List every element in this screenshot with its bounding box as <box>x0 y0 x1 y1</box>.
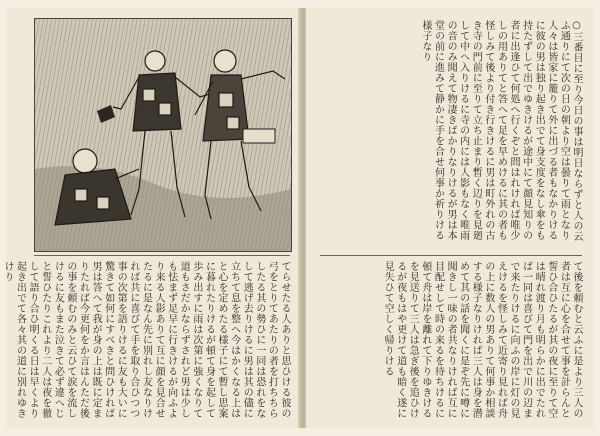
right-page <box>306 8 594 428</box>
left-divider <box>34 255 290 256</box>
right-page-text-lower: て後を頼むと云ふに是より三人の者は互に心を合せて事を計らんと誓ひ合ひたるが其の夜に至りて空は晴れ渡り月も明らかに出でたれば一同は喜びて門を出で川の辺まで来たりけるに向ふの岸に灯の見えけるを怪しみて近寄り見れば舟の上に数人の男ありて何事か相談する様子なりければ三人は身を潜めて其の話を聞くに是ぞ先に噂に聞きし一味の者共なりければ互に目配せして時の来るを待ちけるに頓て舟は岸を離れて下りゆきけるを見送りて三人は急ぎ後を追ひけるが夜もはや更けて道も暗く遂に見失ひて空しく帰りける <box>382 261 582 419</box>
right-divider <box>320 255 582 256</box>
woodblock-illustration <box>34 18 292 252</box>
illustration-drawing <box>35 19 291 251</box>
right-page-text-upper: ○三番目に至り今日の事は明日ならずと人の云ふ通りにて次の日の朝より空は曇りて雨となり人々は皆家に籠りて外に出づる者もなかりけるに彼の男は独り起き出でて身支度をなし傘をも持たずして出でゆきけるが途中にて顔見知りの者に出逢ひて何処へ行くぞと問はれければ唯少しの用ありてと答へて足を早めけるに其の者も怪しみて後より付き行きけるに男は町外れの古き寺の門前に至りて立ち止まり暫く辺りを見廻して中へ入りけるに寺の内には人影もなく唯雨の音のみ聞えて物凄きばかりなりけるが男は本堂の前に進みて静かに手を合せ何事か祈りける様子なり <box>419 20 582 242</box>
book-spread <box>1 8 594 428</box>
left-page <box>1 8 300 428</box>
left-page-text-lower: てらせたる人ありと思ひける彼の弓をとりてあたりの者を打ちちらしたる其の勢ひに一同は恐れをなして逃げ去りけるに男は其の儘に立ちて息を整へ今はかくなる上はと心を定めたる様子にて暫し思案に暮れたりけるが頓て身を起して歩み出すに雨は次第に強くなりて道もさだかならずされど男は少しも怯まず足早に行きけるが向ふより来る人影ありて互に顔を見合せたるに是なん先に別れし友なりければ共に喜びて手を取り合ひつつ事の次第を語りけるに友も大いに驚きて如何にすべきと問ひければ男は答へて我が身の上は既に定まりたれば今更何をか言はんただ後の事を頼むのみと云ひて涙を流しけるに友もまた泣きて必ず違へじと誓ひたりこれより二人は夜を徹して語り合ひ明くる日は早くより起き出でて各々其の道に別れゆきけり <box>1 261 290 419</box>
